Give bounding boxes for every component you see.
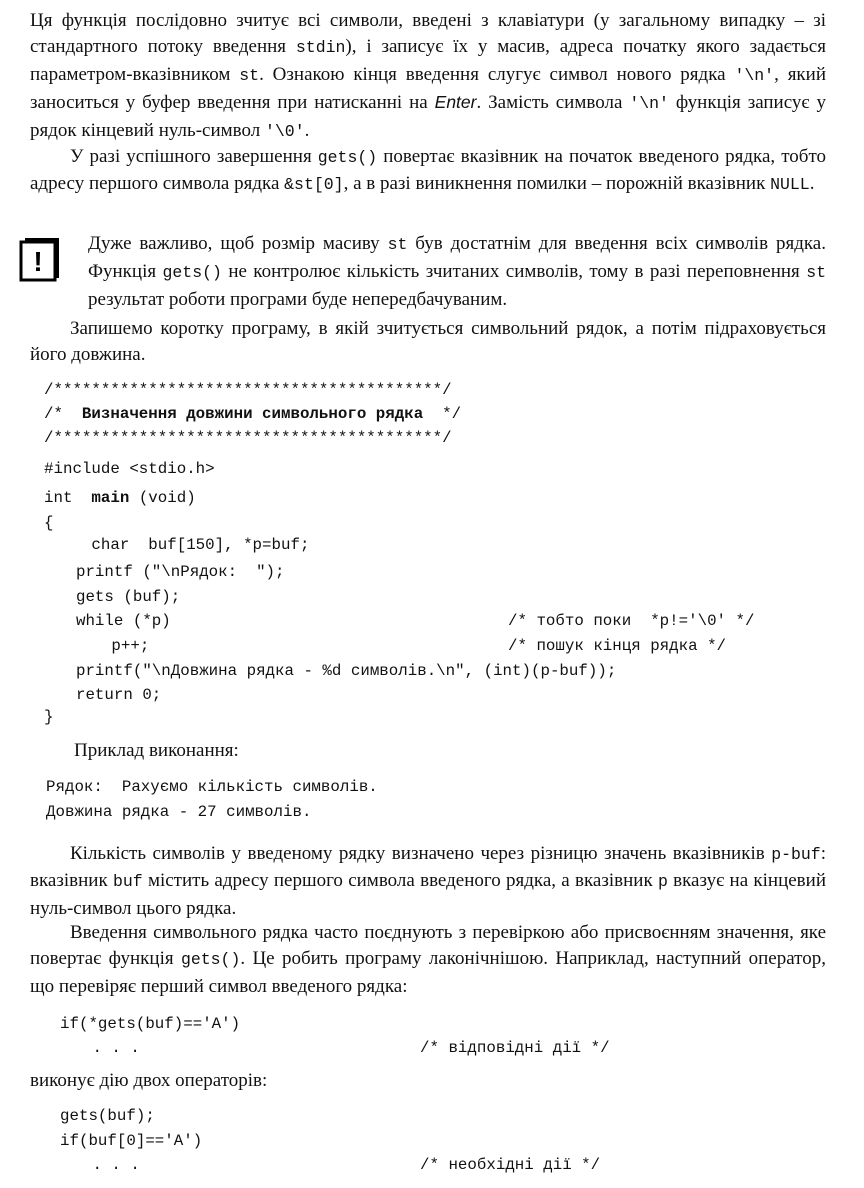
text-span: Кількість символів у введеному рядку визначено через різницю значень вказівників: [70, 843, 772, 864]
code-span: gets(): [162, 263, 222, 282]
text-span: .: [809, 173, 815, 195]
text-span: містить адресу першого символа введеного рядка, а вказівник: [142, 870, 658, 892]
code-span: */: [423, 405, 462, 423]
paragraph-gets-combined: [30, 920, 826, 1000]
code-line: printf ("\nРядок: ");: [57, 563, 285, 581]
code-line: gets (buf);: [57, 588, 181, 606]
code-span: main: [91, 489, 130, 507]
code-span: p: [657, 872, 668, 892]
code-line: printf("\nДовжина рядка - %d символів.\n", (int)(p-buf));: [57, 662, 617, 680]
code-span: gets(): [317, 148, 378, 167]
text-span: .: [304, 119, 310, 141]
code-span: int: [44, 489, 73, 507]
code-line: . . .: [64, 1039, 140, 1057]
code-span: st: [387, 235, 408, 254]
code-line: . . .: [64, 1156, 140, 1174]
code-line: if(buf[0]=='A'): [60, 1132, 203, 1150]
code-span: stdin: [295, 38, 346, 58]
example-heading: Приклад виконання:: [74, 740, 239, 761]
text-span: . Замість символа: [476, 92, 630, 114]
code-comment-border: /*****************************************/: [44, 429, 452, 447]
warning-glyph: !: [33, 246, 43, 277]
text-span: Введення символьного рядка часто поєднують з перевіркою або присвоєнням значення, яке повертає функція: [30, 922, 826, 970]
text-span: функція записує у рядок кінцевий нуль-символ: [30, 92, 826, 141]
code-span: gets(): [180, 950, 241, 970]
text-span: повертає вказівник на початок введеного рядка, тобто адресу першого символа рядка: [30, 146, 826, 195]
code-line: if(*gets(buf)=='A'): [60, 1015, 241, 1033]
code-line: {: [44, 514, 54, 532]
text-span: вказує на кінцевий нуль-символ цього рядка.: [30, 870, 826, 919]
code-comment: /* відповідні дії */: [420, 1039, 610, 1057]
paragraph-program-intro: [30, 316, 826, 369]
code-span: '\n': [629, 94, 669, 114]
code-comment-border: /*****************************************/: [44, 381, 452, 399]
text-span: , який заноситься у буфер введення при натисканні на: [30, 63, 826, 114]
code-comment: /* необхідні дії */: [420, 1156, 601, 1174]
code-line: [44, 489, 196, 507]
code-span: &st[0]: [284, 175, 344, 195]
text-span: : вказівник: [30, 843, 826, 892]
code-line: p++;: [64, 637, 150, 655]
text-span: результат роботи програми буде непередбачуваним.: [88, 289, 508, 310]
example-output-line: Рядок: Рахуємо кількість символів.: [46, 778, 378, 796]
text-span: Ця функція послідовно зчитує всі символи, введені з клавіатури (у загальному випадку – зі стандартного потоку введення: [30, 10, 826, 58]
code-span: '\n': [734, 65, 775, 85]
code-line: return 0;: [57, 686, 162, 704]
warning-icon: [19, 236, 61, 282]
key-name: Enter: [434, 92, 477, 113]
text-span: Запишемо коротку програму, в якій зчитується символьний рядок, а потім підраховується його довжина.: [30, 318, 826, 366]
important-note: [88, 230, 826, 313]
paragraph-pointer-difference: [30, 841, 826, 922]
code-comment: /* тобто поки *p!='\0' */: [508, 612, 755, 630]
text-span: . Це робить програму лаконічнішою. Наприклад, наступний оператор, що перевіряє перший символ введеного рядка:: [30, 948, 826, 997]
code-span: NULL: [770, 175, 810, 195]
paragraph-gets-return: [30, 144, 826, 199]
code-comment-title: [44, 405, 461, 423]
code-line: }: [44, 708, 54, 726]
code-line: #include <stdio.h>: [44, 460, 215, 478]
text-span: . Ознакою кінця введення слугує символ нового рядка: [259, 63, 735, 85]
text-span: Дуже важливо, щоб розмір масиву: [88, 233, 388, 254]
text-span: був достатнім для введення всіх символів рядка. Функція: [88, 233, 826, 282]
code-span: p-buf: [771, 845, 821, 864]
code-span: st: [239, 65, 260, 85]
code-line: gets(buf);: [60, 1107, 155, 1125]
example-output-line: Довжина рядка - 27 символів.: [46, 803, 312, 821]
code-span: Визначення довжини символьного рядка: [81, 405, 424, 423]
code-span: (void): [129, 489, 196, 507]
paragraph-gets-description: [30, 8, 826, 145]
code-comment: /* пошук кінця рядка */: [508, 637, 727, 655]
text-span: не контролює кількість зчитаних символів, тому в разі переповнення: [221, 261, 807, 282]
code-line: while (*p): [57, 612, 171, 630]
text-span: У разі успішного завершення: [70, 146, 318, 167]
code-line: char buf[150], *p=buf;: [44, 536, 310, 554]
text-span: ), і записує їх у масив, адреса початку якого задається параметром-вказівником: [30, 36, 826, 85]
code-span: st: [806, 263, 826, 282]
paragraph-two-operators: виконує дію двох операторів:: [30, 1070, 268, 1091]
code-span: /*: [44, 405, 82, 423]
code-span: buf: [112, 872, 143, 892]
code-span: '\0': [264, 121, 305, 141]
text-span: , а в разі виникнення помилки – порожній вказівник: [343, 173, 771, 195]
